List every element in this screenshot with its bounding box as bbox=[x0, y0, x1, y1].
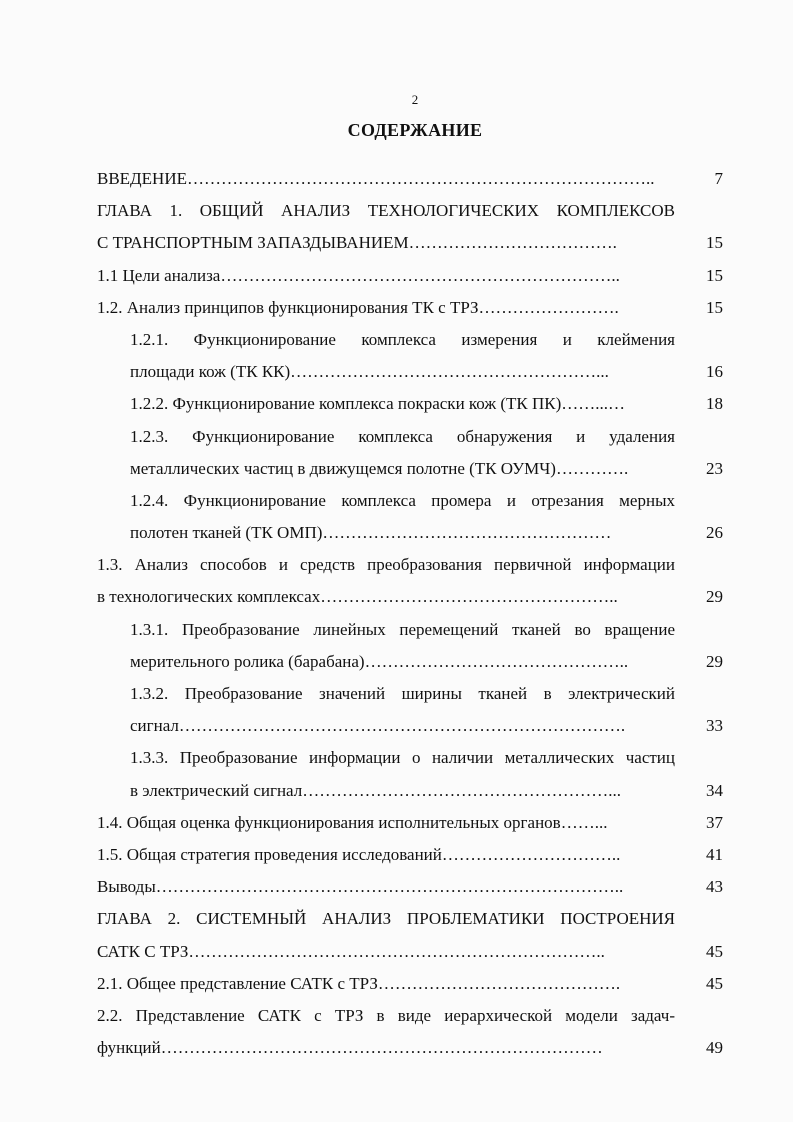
toc-entry-text: 1.2.4. Функционирование комплекса промера и отрезания мерных bbox=[130, 490, 675, 510]
toc-entry-line bbox=[97, 871, 723, 903]
toc-page-number: 34 bbox=[706, 780, 723, 800]
toc-entry-text: ГЛАВА 2. СИСТЕМНЫЙ АНАЛИЗ ПРОБЛЕМАТИКИ ПОСТРОЕНИЯ bbox=[97, 909, 675, 929]
toc-entry-text: 1.2.1. Функционирование комплекса измерения и клеймения bbox=[130, 329, 675, 349]
toc-entry-text: металлических частиц в движущемся полотне (ТК ОУМЧ)…………. bbox=[130, 458, 629, 478]
page-number: 2 bbox=[411, 92, 419, 107]
toc-entry-line bbox=[97, 1000, 723, 1032]
toc-entry-line bbox=[97, 646, 723, 678]
toc-entry-line bbox=[97, 260, 723, 292]
toc-entry-text: 1.2.3. Функционирование комплекса обнаружения и удаления bbox=[130, 426, 675, 446]
toc-page-number: 16 bbox=[706, 362, 723, 382]
toc-entry-text: 1.1 Цели анализа…………………………………………………………….. bbox=[97, 265, 620, 285]
toc-page-number: 33 bbox=[706, 716, 723, 736]
toc-page-number: 29 bbox=[706, 651, 723, 671]
toc-entry-text: 1.3.3. Преобразование информации о наличии металлических частиц bbox=[130, 748, 675, 768]
toc-entry-text: 1.3. Анализ способов и средств преобразования первичной информации bbox=[97, 555, 675, 575]
toc-entry-line bbox=[97, 292, 723, 324]
toc-entry-text: площади кож (ТК КК)………………………………………………... bbox=[130, 362, 609, 382]
toc-entry-text: 1.3.2. Преобразование значений ширины тканей в электрический bbox=[130, 684, 675, 703]
toc-entry-line bbox=[97, 936, 723, 968]
toc-entry-line bbox=[97, 163, 723, 195]
toc-entry-text: в электрический сигнал………………………………………………... bbox=[130, 780, 621, 800]
toc-entry-line bbox=[97, 421, 723, 453]
toc-entry-line bbox=[97, 356, 723, 388]
toc-entry-line bbox=[97, 614, 723, 646]
toc-page-number: 49 bbox=[706, 1038, 723, 1058]
toc-entry-text: 1.2.2. Функционирование комплекса покраски кож (ТК ПК)……...… bbox=[130, 394, 626, 414]
toc-entry-text: сигнал……………………………………………………………………. bbox=[130, 716, 626, 736]
toc-entry-line bbox=[97, 324, 723, 356]
toc-entry-line bbox=[97, 775, 723, 807]
toc-entry-text: полотен тканей (ТК ОМП)…………………………………………… bbox=[130, 523, 612, 543]
toc-page-number: 45 bbox=[706, 973, 723, 993]
toc-entry-line bbox=[97, 195, 723, 227]
toc-entry-text: функций…………………………………………………………………… bbox=[97, 1038, 603, 1058]
toc-entry-text: 1.5. Общая стратегия проведения исследований………………………….. bbox=[97, 844, 621, 864]
toc-page-number: 37 bbox=[706, 812, 723, 832]
toc-page-number: 45 bbox=[706, 941, 723, 961]
toc-title: СОДЕРЖАНИЕ bbox=[347, 120, 483, 140]
toc-page-number: 41 bbox=[706, 844, 723, 864]
toc-entry-text: мерительного ролика (барабана)……………………………………….. bbox=[130, 651, 629, 671]
toc-entry-line bbox=[97, 581, 723, 613]
toc-page-number: 15 bbox=[706, 233, 723, 253]
toc-page-number: 26 bbox=[706, 523, 723, 543]
toc-entry-line bbox=[97, 710, 723, 742]
toc-entry-line bbox=[97, 903, 723, 935]
toc-entry-text: 2.2. Представление САТК с ТРЗ в виде иерархической модели задач- bbox=[97, 1005, 675, 1025]
toc-page-number: 15 bbox=[706, 297, 723, 317]
toc-entry-line bbox=[97, 227, 723, 259]
toc-page-number: 43 bbox=[706, 877, 723, 897]
toc-entry-line bbox=[97, 742, 723, 774]
toc-page-number: 18 bbox=[706, 394, 723, 414]
toc-entry-text: 1.2. Анализ принципов функционирования ТК с ТРЗ……………………. bbox=[97, 297, 619, 317]
toc-entry-line bbox=[97, 968, 723, 1000]
toc-entry-line bbox=[97, 453, 723, 485]
toc-entry-line bbox=[97, 839, 723, 871]
toc-entry-line bbox=[97, 1032, 723, 1064]
toc-entry-line bbox=[97, 517, 723, 549]
toc-entry-text: САТК С ТРЗ……………………………………………………………….. bbox=[97, 941, 605, 961]
toc-entry-text: С ТРАНСПОРТНЫМ ЗАПАЗДЫВАНИЕМ………………………………. bbox=[97, 233, 617, 253]
toc-entry-text: ВВЕДЕНИЕ……………………………………………………………………….. bbox=[97, 169, 655, 188]
toc-entry-line bbox=[97, 807, 723, 839]
toc-page-number: 7 bbox=[714, 169, 723, 188]
toc-entry-line bbox=[97, 388, 723, 420]
toc-page-number: 23 bbox=[706, 458, 723, 478]
toc-page-number: 29 bbox=[706, 587, 723, 607]
toc-entry-text: в технологических комплексах…………………………………………….. bbox=[97, 587, 618, 607]
toc-entry-text: 2.1. Общее представление САТК с ТРЗ……………………………………. bbox=[97, 973, 621, 993]
table-of-contents bbox=[97, 163, 723, 1064]
toc-entry-text: ГЛАВА 1. ОБЩИЙ АНАЛИЗ ТЕХНОЛОГИЧЕСКИХ КОМПЛЕКСОВ bbox=[97, 201, 675, 221]
toc-page-number: 15 bbox=[706, 265, 723, 285]
toc-entry-text: 1.4. Общая оценка функционирования исполнительных органов……... bbox=[97, 812, 608, 832]
toc-entry-text: Выводы……………………………………………………………………….. bbox=[97, 877, 624, 897]
toc-entry-line bbox=[97, 549, 723, 581]
toc-entry-text: 1.3.1. Преобразование линейных перемещений тканей во вращение bbox=[130, 619, 675, 639]
toc-entry-line bbox=[97, 678, 723, 710]
toc-entry-line bbox=[97, 485, 723, 517]
